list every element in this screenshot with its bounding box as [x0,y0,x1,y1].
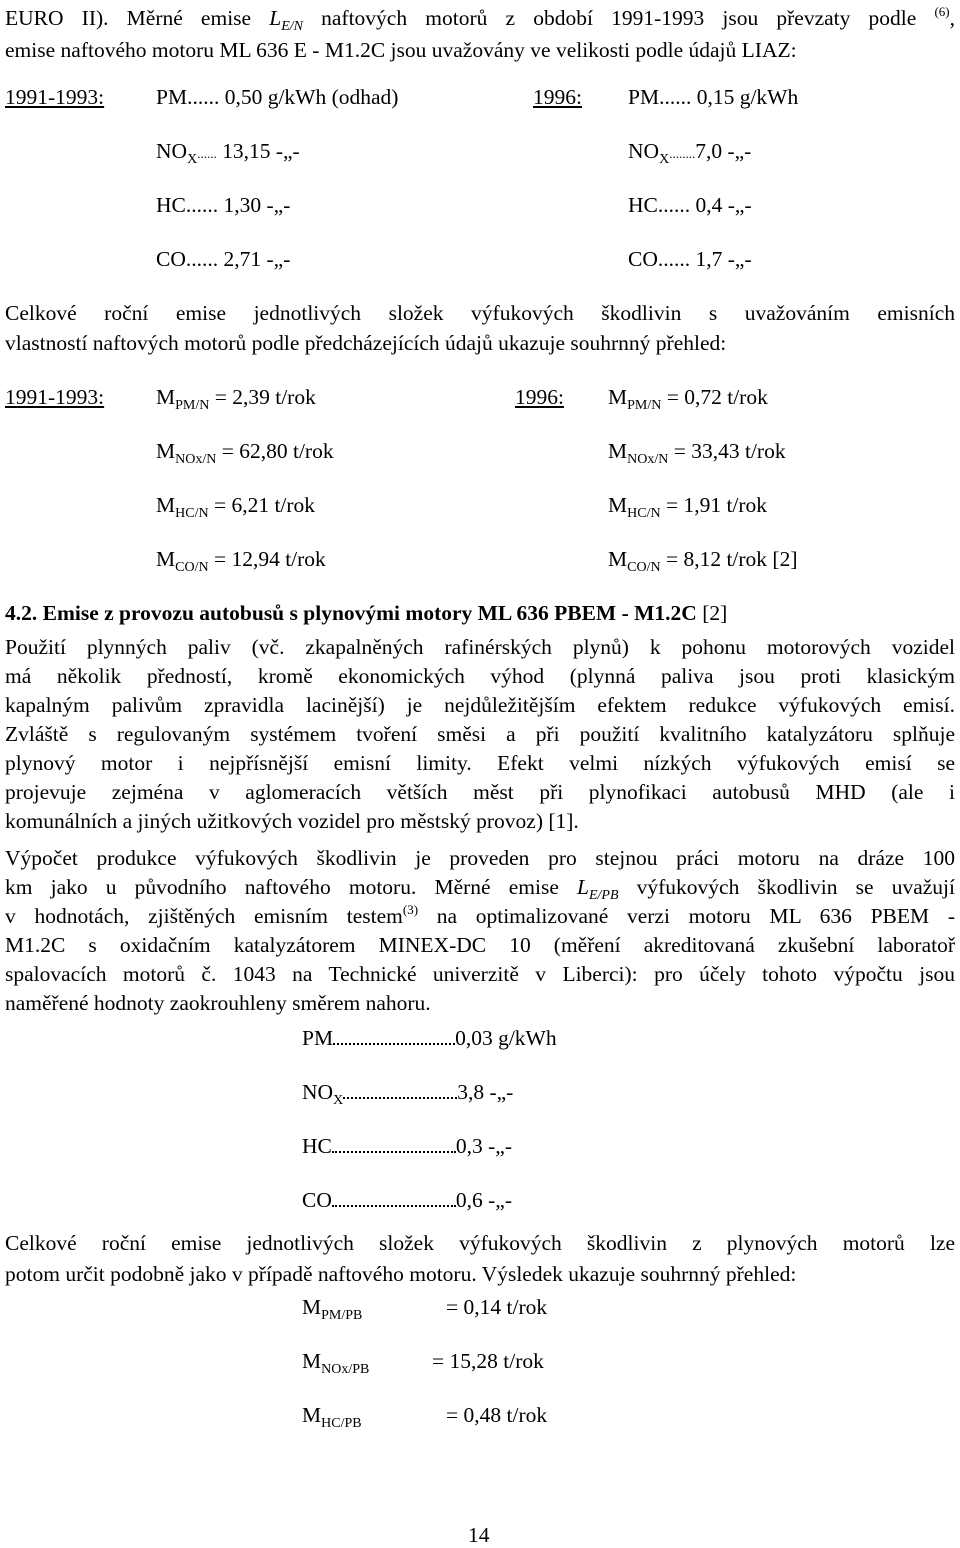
paragraph-line: komunálních a jiných užitkových vozidel pro městský provoz) [1]. [5,809,579,833]
page-number: 14 [468,1523,490,1547]
annual-emission-gas-value: = 15,28 t/rok [432,1349,544,1373]
paragraph-line: plynový motor i nejpřísnější emisní limity. Efekt velmi nízkých výfukových emisí se [5,751,955,775]
emission-row: PM...... 0,15 g/kWh [628,85,799,109]
annual-emission-gas-value: = 0,48 t/rok [446,1403,548,1427]
paragraph-line: Výpočet produkce výfukových škodlivin je proveden pro stejnou práci motoru na dráze 100 [5,846,955,870]
emission-row: HC...... 1,30 -„- [156,193,291,217]
emission-row: HC...... 0,4 -„- [628,193,752,217]
dot-leader [332,1201,456,1207]
paragraph-line: spalovacích motorů č. 1043 na Technické univerzitě v Liberci): pro účely tohoto výpočtu jsou [5,962,955,986]
paragraph-line: Celkové roční emise jednotlivých složek výfukových škodlivin s uvažováním emisních [5,301,955,325]
gas-emission-row: HC 0,3 -„- [302,1134,512,1158]
paragraph-line: potom určit podobně jako v případě naftového motoru. Výsledek ukazuje souhrnný přehled: [5,1262,797,1286]
emission-row: CO...... 2,71 -„- [156,247,291,271]
intro-line-2: emise naftového motoru ML 636 E - M1.2C jsou uvažovány ve velikosti podle údajů LIAZ: [5,38,797,62]
emission-row: $NO_X$...... 13,15 -„- [156,139,300,167]
emission-row: PM...... 0,50 g/kWh (odhad) [156,85,399,109]
paragraph-line: vlastností naftových motorů podle předcházejících údajů ukazuje souhrnný přehled: [5,331,727,355]
gas-emission-row: $NO_X$ 3,8 -„- [302,1080,514,1108]
period-label-1996: 1996: [533,85,582,109]
annual-emission-gas: $M_{NOx/PB}$ [302,1349,370,1377]
paragraph-line: projevuje zejména v aglomeracích větších měst při plynofikaci autobusů MHD (ale i [5,780,955,804]
paragraph-line: km jako u původního naftového motoru. Měrné emise $L_{E/PB}$ výfukových škodlivin se uvažují [5,875,955,903]
paragraph-line: Celkové roční emise jednotlivých složek výfukových škodlivin z plynových motorů lze [5,1231,955,1255]
annual-emission-gas: $M_{PM/PB}$ [302,1295,363,1323]
period-label-1996: 1996: [515,385,564,409]
annual-emission: $M_{CO/N} = 12,94$ t/rok [156,547,326,575]
annual-emission: $M_{NOx/N} = 33,43$ t/rok [608,439,786,467]
annual-emission: $M_{HC/N} = 6,21$ t/rok [156,493,316,521]
section-heading: 4.2. Emise z provozu autobusů s plynovými motory ML 636 PBEM - M1.2C [2] [5,601,728,625]
annual-emission-gas: $M_{HC/PB}$ [302,1403,362,1431]
dot-leader [343,1093,457,1099]
emission-row: CO...... 1,7 -„- [628,247,752,271]
gas-emission-row: PM 0,03 g/kWh [302,1026,557,1050]
annual-emission: $M_{HC/N} = 1,91$ t/rok [608,493,768,521]
annual-emission-gas-value: = 0,14 t/rok [446,1295,548,1319]
dot-leader [332,1147,456,1153]
paragraph-line: naměřené hodnoty zaokrouhleny směrem nahoru. [5,991,431,1015]
dot-leader [333,1039,455,1045]
period-label-1991: 1991-1993: [5,385,105,409]
gas-emission-row: CO 0,6 -„- [302,1188,512,1212]
emission-row: $NO_X........7,0$ -„- [628,139,752,167]
paragraph-line: kapalným palivům zpravidla lacinější) je nejdůležitějším efektem redukce výfukových emisí. [5,693,955,717]
paragraph-line: M1.2C s oxidačním katalyzátorem MINEX-DC 10 (měření akreditovaná zkušební laboratoř [5,933,955,957]
paragraph-line: má několik předností, kromě ekonomických výhod (plynná paliva jsou proti klasickým [5,664,955,688]
annual-emission: $M_{PM/N} = 0,72$ t/rok [608,385,768,413]
annual-emission: $M_{NOx/N} = 62,80$ t/rok [156,439,334,467]
paragraph-line: v hodnotách, zjištěných emisním testem$^{(3)}$ na optimalizované verzi motoru ML 636 PBEM - [5,902,955,928]
annual-emission: $M_{PM/N} = 2,39$ t/rok [156,385,316,413]
annual-emission: $M_{CO/N} = 8,12$ t/rok [2] [608,547,798,575]
intro-line-1: EURO II). Měrné emise $L_{E/N}$ naftových motorů z období 1991-1993 jsou převzaty podle $^{(6)}$, [5,4,955,34]
paragraph-line: Použití plynných paliv (vč. zkapalněných rafinérských plynů) k pohonu motorových vozidel [5,635,955,659]
period-label-1991: 1991-1993: [5,85,105,109]
paragraph-line: Zvláště s regulovaným systémem tvoření směsi a při použití kvalitního katalyzátoru splňuje [5,722,955,746]
